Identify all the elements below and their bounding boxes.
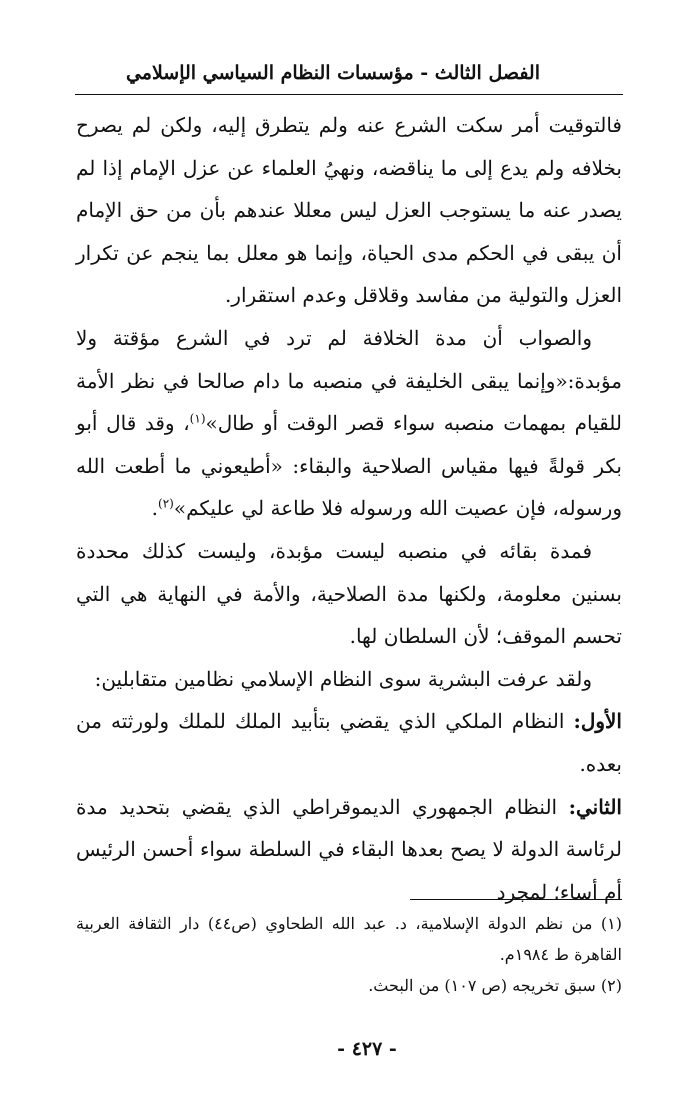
first-system-text: النظام الملكي الذي يقضي بتأبيد الملك للملك ولورثته من بعده. bbox=[76, 709, 622, 776]
paragraph-2-part-a: والصواب أن مدة الخلافة لم ترد في الشرع مؤقتة ولا مؤبدة:«وإنما يبقى الخليفة في منصبه ما دام صالحا في نظر الأمة للقيام بمهمات منصبه سواء قصر الوقت أو طال» bbox=[76, 325, 622, 436]
header-rule bbox=[75, 94, 623, 95]
footnotes bbox=[76, 908, 622, 1001]
paragraph-3: فمدة بقائه في منصبه ليست مؤبدة، وليست كذلك محددة بسنين معلومة، ولكنها مدة الصلاحية، والأمة في النهاية هي التي تحسم الموقف؛ لأن السلطان لها. bbox=[76, 538, 623, 649]
second-system-label: الثاني: bbox=[568, 794, 622, 819]
page-number: - ٤٢٧ - bbox=[337, 1038, 397, 1060]
first-system-label: الأول: bbox=[573, 709, 622, 734]
footnote-ref-2: (٢) bbox=[158, 496, 174, 511]
paragraph-2-part-b: ، وقد قال أبو بكر قولةً فيها مقياس الصلاحية والبقاء: «أطيعوني ما أطعت الله ورسوله، فإن عصيت الله ورسوله فلا طاعة لي عليكم» bbox=[76, 411, 623, 521]
footnote-rule bbox=[410, 899, 622, 900]
paragraph-6 bbox=[76, 786, 622, 914]
paragraph-2 bbox=[76, 317, 622, 530]
footnote-ref-1: (١) bbox=[189, 411, 206, 426]
paragraph-5 bbox=[76, 700, 622, 785]
footnote-1: (١) من نظم الدولة الإسلامية، د. عبد الله الطحاوي (ص٤٤) دار الثقافة العربية القاهرة ط ١٩٨٤م. bbox=[76, 914, 622, 964]
paragraph-2-part-c: . bbox=[151, 496, 159, 521]
footnote-2: (٢) سبق تخريجه (ص ١٠٧) من البحث. bbox=[368, 976, 622, 995]
body-text bbox=[76, 104, 622, 913]
running-header: الفصل الثالث - مؤسسات النظام السياسي الإسلامي bbox=[125, 62, 540, 84]
paragraph-4: ولقد عرفت البشرية سوى النظام الإسلامي نظامين متقابلين: bbox=[94, 666, 592, 691]
paragraph-1: فالتوقيت أمر سكت الشرع عنه ولم يتطرق إليه، ولكن لم يصرح بخلافه ولم يدع إلى ما يناقضه، ونهيُ العلماء عن عزل الإمام إذا لم يصدر عنه ما يستوجب العزل ليس معللا عندهم بأن من حق الإمام أن يبقى في الحكم مدى الحياة، وإنما هو معلل بما ينجم عن تكرار العزل والتولية من مفاسد وقلاقل وعدم استقرار. bbox=[76, 113, 622, 308]
second-system-text: النظام الجمهوري الديموقراطي الذي يقضي بتحديد مدة لرئاسة الدولة لا يصح بعدها البقاء في السلطة سواء أحسن الرئيس أم أساء؛ لمجرد bbox=[76, 794, 622, 904]
